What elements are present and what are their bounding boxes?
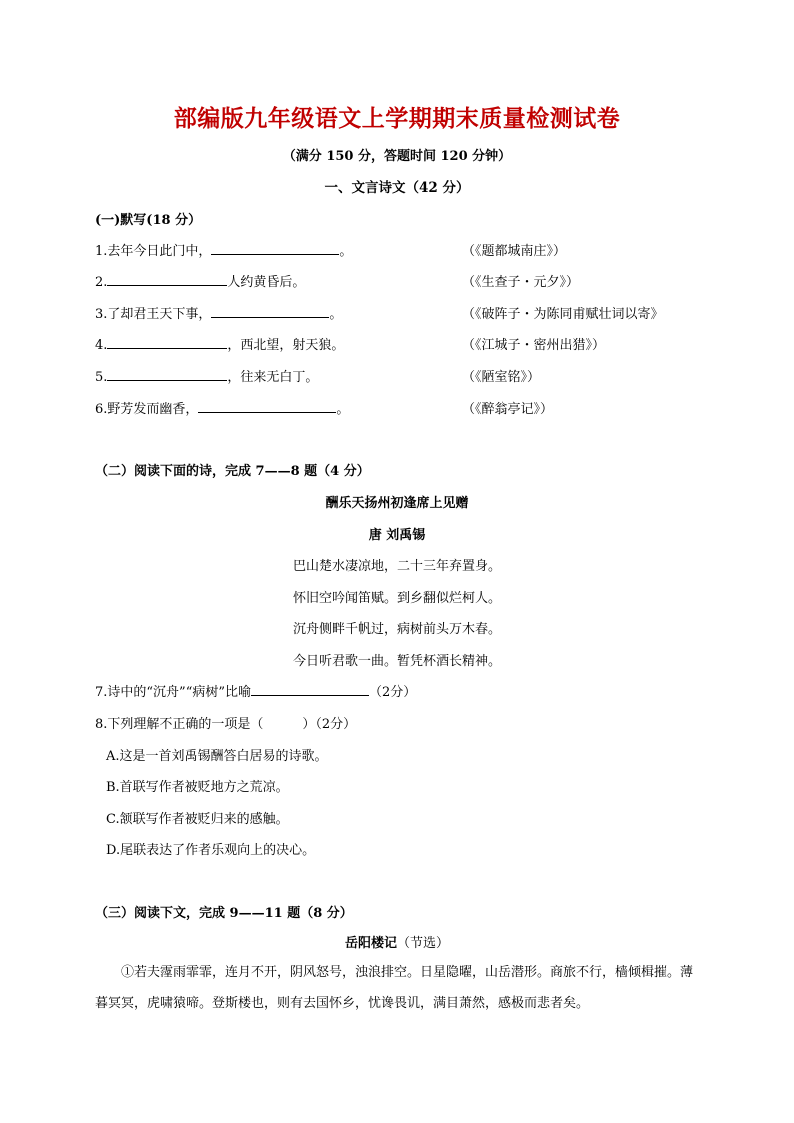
source-label: （《生查子・元夕》） bbox=[462, 275, 580, 290]
answer-blank[interactable] bbox=[211, 241, 339, 255]
part1-heading: (一)默写(18 分） bbox=[95, 213, 202, 228]
poem-author: 唐 刘禹锡 bbox=[368, 528, 426, 543]
passage-title: 岳阳楼记 bbox=[344, 936, 397, 951]
dictation-item-3: 3.了却君王天下事， 。 （《破阵子・为陈同甫赋壮词以寄》 bbox=[95, 303, 715, 323]
dictation-item-5: 5. ，往来无白丁。 （《陋室铭》） bbox=[95, 366, 715, 386]
source-label: （《破阵子・为陈同甫赋壮词以寄》 bbox=[462, 307, 664, 322]
poem-title: 酬乐天扬州初逢席上见赠 bbox=[325, 496, 469, 511]
answer-blank[interactable] bbox=[211, 304, 329, 318]
part2-heading: （二）阅读下面的诗，完成 7——8 题（4 分） bbox=[95, 464, 370, 479]
passage-paragraph: ①若夫霪雨霏霏，连月不开，阴风怒号，浊浪排空。日星隐曜，山岳潜形。商旅不行，樯倾楫摧。薄暮冥冥，虎啸猿啼。登斯楼也，则有去国怀乡，忧谗畏讥，满目萧然，感极而悲者矣。 bbox=[95, 965, 694, 1011]
section-heading: 一、文言诗文（42 分） bbox=[324, 180, 470, 196]
dictation-item-4: 4. ，西北望，射天狼。 （《江城子・密州出猎》） bbox=[95, 334, 715, 354]
option-b: B.首联写作者被贬地方之荒凉。 bbox=[106, 780, 289, 795]
source-label: （《江城子・密州出猎》） bbox=[462, 338, 606, 353]
answer-blank[interactable] bbox=[198, 399, 336, 413]
dictation-item-1: 1.去年今日此门中， 。 （《题都城南庄》） bbox=[95, 240, 715, 260]
answer-blank[interactable] bbox=[107, 335, 227, 349]
page-title: 部编版九年级语文上学期期末质量检测试卷 bbox=[173, 105, 621, 132]
source-label: （《醉翁亭记》） bbox=[462, 402, 554, 417]
poem-line: 今日听君歌一曲。暂凭杯酒长精神。 bbox=[292, 654, 501, 669]
passage-note: （节选） bbox=[397, 936, 450, 951]
source-label: （《题都城南庄》） bbox=[462, 244, 567, 259]
poem-line: 巴山楚水凄凉地，二十三年弃置身。 bbox=[292, 559, 501, 574]
question-8: 8.下列理解不正确的一项是（ ）（2分） bbox=[95, 717, 357, 732]
passage-title-line bbox=[0, 932, 794, 951]
option-a: A.这是一首刘禹锡酬答白居易的诗歌。 bbox=[106, 749, 328, 764]
answer-blank[interactable] bbox=[251, 682, 369, 696]
part3-heading: （三）阅读下文，完成 9——11 题（8 分） bbox=[95, 906, 353, 921]
poem-line: 沉舟侧畔千帆过，病树前头万木春。 bbox=[292, 622, 501, 637]
dictation-item-2: 2. 人约黄昏后。 （《生查子・元夕》） bbox=[95, 271, 715, 291]
option-d: D.尾联表达了作者乐观向上的决心。 bbox=[106, 843, 316, 858]
option-c: C.颔联写作者被贬归来的感触。 bbox=[106, 812, 289, 827]
answer-blank[interactable] bbox=[107, 367, 227, 381]
exam-info: （满分 150 分，答题时间 120 分钟） bbox=[282, 149, 512, 164]
dictation-item-6: 6.野芳发而幽香， 。 （《醉翁亭记》） bbox=[95, 398, 715, 418]
poem-line: 怀旧空吟闻笛赋。到乡翻似烂柯人。 bbox=[292, 591, 501, 606]
source-label: （《陋室铭》） bbox=[462, 370, 541, 385]
question-7: 7.诗中的“沉舟”“病树”比喻 （2分） bbox=[95, 681, 416, 700]
answer-blank[interactable] bbox=[107, 272, 227, 286]
